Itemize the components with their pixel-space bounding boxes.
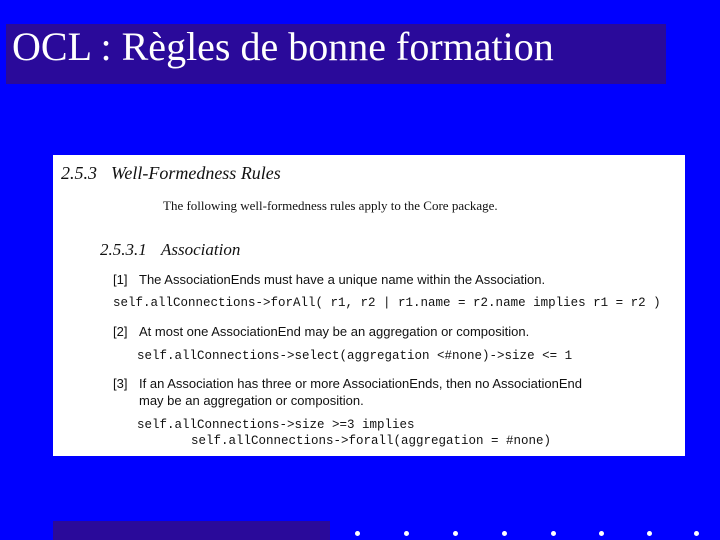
rule-1-number: [1] [113,272,128,287]
rule-3-text-line-2: may be an aggregation or composition. [139,393,364,408]
footer-dot [502,531,507,536]
footer-dot [647,531,652,536]
section-title: Well-Formedness Rules [111,163,281,183]
rule-3-number: [3] [113,376,128,391]
footer-dot [551,531,556,536]
footer-dot [599,531,604,536]
rule-2-text: At most one AssociationEnd may be an aggregation or composition. [139,324,530,339]
subsection-number: 2.5.3.1 [100,240,147,259]
rule-3-code-line-1: self.allConnections->size >=3 implies [137,418,415,432]
rule-1-code: self.allConnections->forAll( r1, r2 | r1.name = r2.name implies r1 = r2 ) [113,296,661,310]
footer-dot [355,531,360,536]
subsection-title: Association [161,240,241,259]
footer-bar [53,521,330,540]
rule-2-number: [2] [113,324,128,339]
document-excerpt [53,155,685,456]
footer-dot [453,531,458,536]
rule-3-text-line-1: If an Association has three or more AssociationEnds, then no AssociationEnd [139,376,582,391]
rule-3-code-line-2: self.allConnections->forall(aggregation = #none) [191,434,552,448]
slide-title: OCL : Règles de bonne formation [12,24,554,69]
intro-text: The following well-formedness rules apply to the Core package. [163,198,498,213]
rule-2-code: self.allConnections->select(aggregation <#none)->size <= 1 [137,349,573,363]
section-number: 2.5.3 [61,163,97,183]
footer-dot [404,531,409,536]
footer-dot [694,531,699,536]
rule-1-text: The AssociationEnds must have a unique name within the Association. [139,272,546,287]
